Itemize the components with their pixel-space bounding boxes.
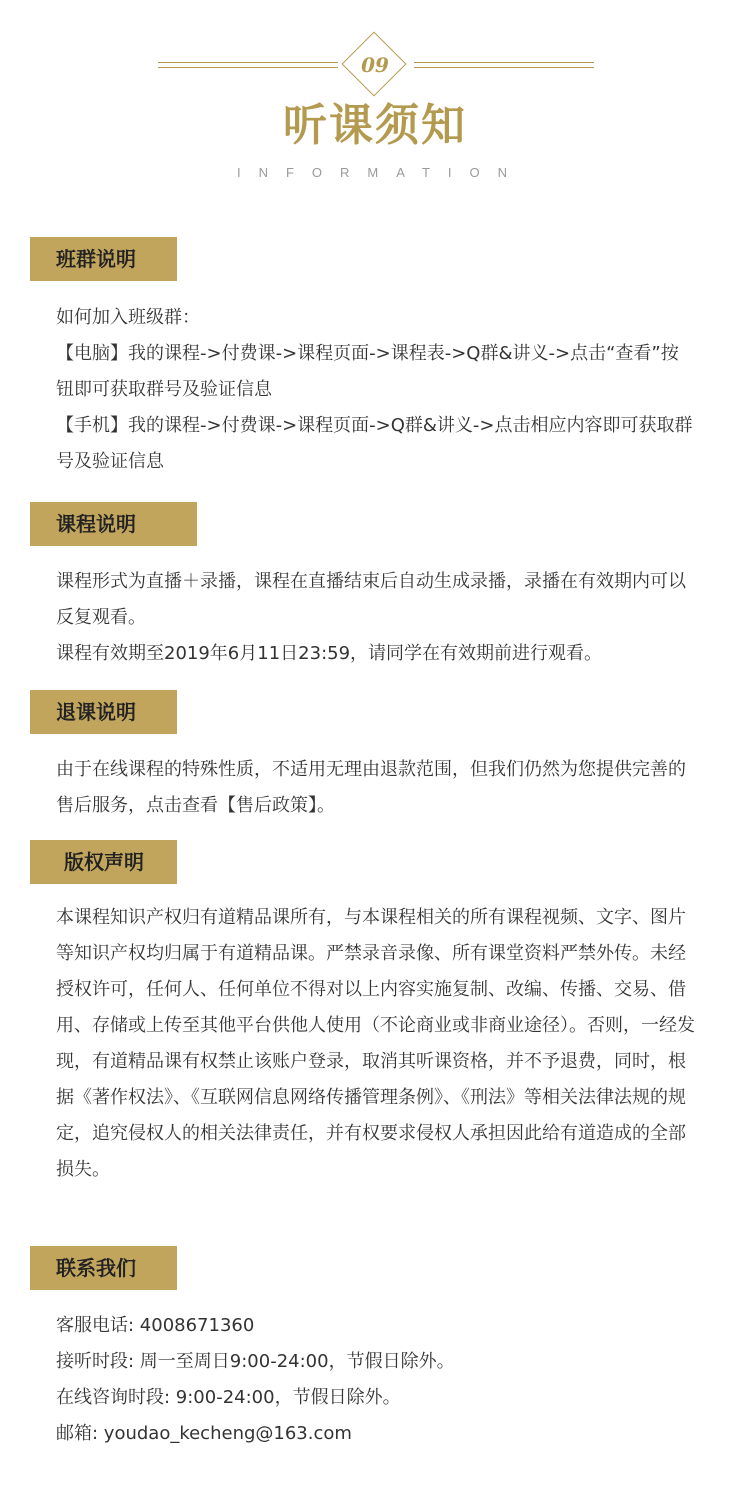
section-body-class-group — [56, 300, 696, 480]
paragraph: 课程有效期至2019年6月11日23:59，请同学在有效期前进行观看。 — [56, 643, 603, 664]
section-body-copyright — [56, 900, 696, 1188]
decorative-line-right — [414, 62, 594, 68]
paragraph: 本课程知识产权归有道精品课所有，与本课程相关的所有课程视频、文字、图片等知识产权均归属于有道精品课。严禁录音录像、所有课堂资料严禁外传。未经授权许可，任何人、任何单位不得对以上内容实施复制、改编、传播、交易、借用、存储或上传至其他平台供他人使用（不论商业或非商业途径）。否则，一经发现，有道精品课有权禁止该账户登录，取消其听课资格，并不予退费，同时，根据《著作权法》、《互联网信息网络传播管理条例》、《刑法》等相关法律法规的规定，追究侵权人的相关法律责任，并有权要求侵权人承担因此给有道造成的全部损失。 — [56, 907, 695, 1180]
section-heading-course: 课程说明 — [30, 502, 197, 546]
contact-email: 邮箱: youdao_kecheng@163.com — [56, 1423, 352, 1444]
section-body-refund — [56, 752, 696, 824]
paragraph: 由于在线课程的特殊性质，不适用无理由退款范围，但我们仍然为您提供完善的售后服务，点击查看【售后政策】。 — [56, 759, 686, 816]
page-title: 听课须知 — [283, 100, 467, 151]
section-heading-class-group: 班群说明 — [30, 237, 177, 281]
paragraph: 【电脑】我的课程->付费课->课程页面->课程表->Q群&讲义->点击“查看”按钮即可获取群号及验证信息 — [56, 343, 679, 400]
section-heading-contact: 联系我们 — [30, 1246, 177, 1290]
page-header — [0, 0, 750, 200]
contact-online-hours: 在线咨询时段: 9:00-24:00，节假日除外。 — [56, 1387, 401, 1408]
paragraph: 如何加入班级群： — [56, 307, 200, 328]
section-body-course — [56, 564, 696, 672]
page-subtitle: INFORMATION — [236, 165, 526, 180]
section-body-contact — [56, 1308, 696, 1452]
paragraph: 【手机】我的课程->付费课->课程页面->Q群&讲义->点击相应内容即可获取群号及验证信息 — [56, 415, 693, 472]
section-heading-copyright: 版权声明 — [30, 840, 177, 884]
contact-hours: 接听时段: 周一至周日9:00-24:00，节假日除外。 — [56, 1351, 455, 1372]
paragraph: 课程形式为直播＋录播，课程在直播结束后自动生成录播，录播在有效期内可以反复观看。 — [56, 571, 686, 628]
decorative-line-left — [158, 62, 338, 68]
section-heading-refund: 退课说明 — [30, 690, 177, 734]
contact-phone: 客服电话: 4008671360 — [56, 1315, 255, 1336]
section-number: 09 — [361, 53, 389, 77]
